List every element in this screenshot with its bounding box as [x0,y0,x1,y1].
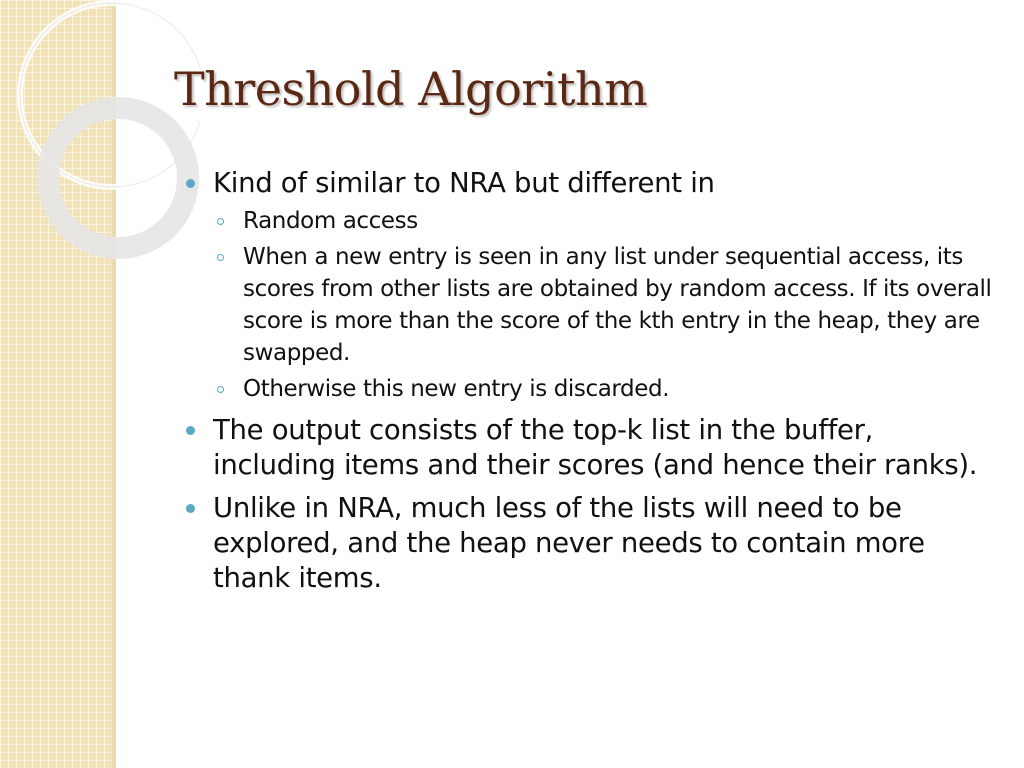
bullet-list [186,166,992,604]
bullet-text: Unlike in NRA, much less of the lists will need to be explored, and the heap never needs to contain more thank items. [213,492,925,594]
bullet-text: Kind of similar to NRA but different in [213,167,715,199]
sub-bullet-text: Random access [243,208,418,234]
bullet-dot-icon [186,426,195,435]
slide-title: Threshold Algorithm [174,62,648,116]
sub-bullet-item-3 [213,373,992,405]
sub-bullet-text: When a new entry is seen in any list under sequential access, its scores from other lists are obtained by random access. If its overall score is more than the score of the kth entry in the heap, they are swapped. [243,244,992,366]
bullet-text: The output consists of the top-k list in the buffer, including items and their scores (and hence their ranks). [213,414,978,481]
sub-bullet-item-1 [213,205,992,237]
bullet-item-3 [186,491,992,596]
sub-bullet-ring-icon [217,254,224,261]
bullet-dot-icon [186,179,195,188]
bullet-item-1 [186,166,992,405]
sub-bullet-list [213,205,992,405]
sub-bullet-item-2 [213,241,992,369]
bullet-dot-icon [186,504,195,513]
sub-bullet-ring-icon [217,386,224,393]
sub-bullet-text: Otherwise this new entry is discarded. [243,376,670,402]
bullet-item-2 [186,413,992,483]
decorative-rings-icon [0,0,200,260]
sub-bullet-ring-icon [217,218,224,225]
